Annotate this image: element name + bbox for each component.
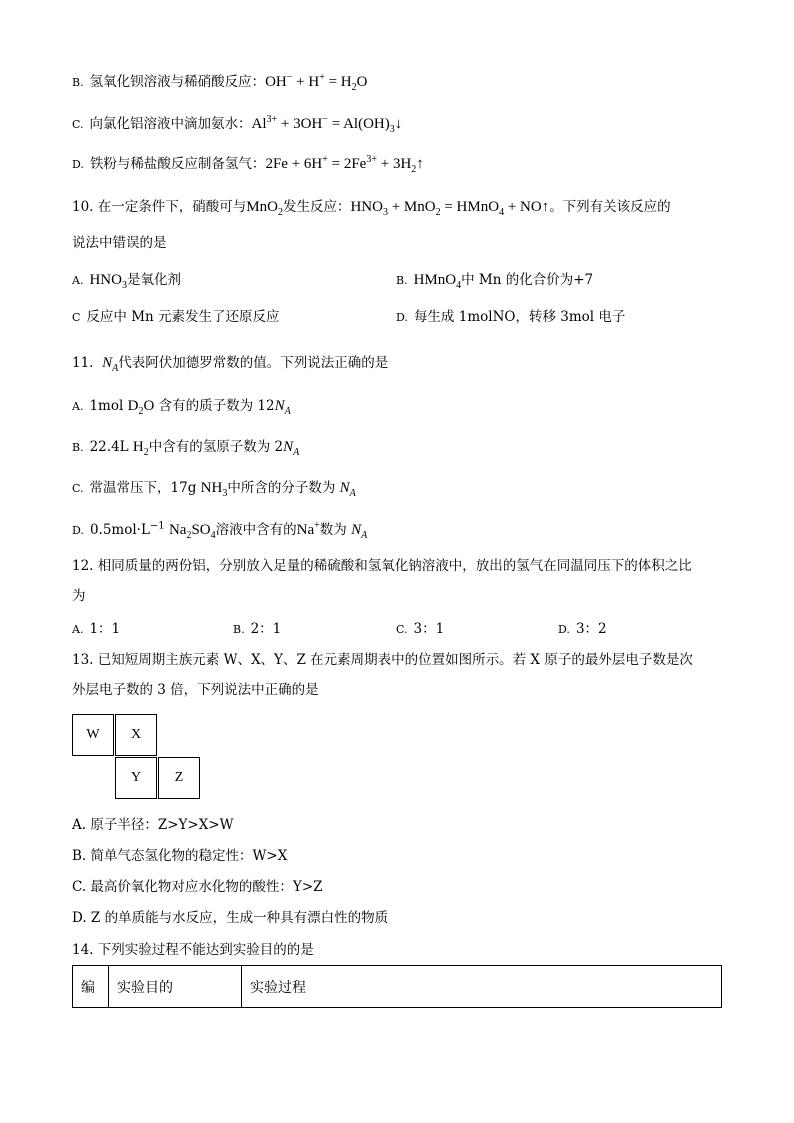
q12-option-d: D. 3：2 (558, 621, 607, 637)
q13-option-c: C. 最高价氧化物对应水化物的酸性：Y>Z (72, 879, 323, 895)
mno2-formula: MnO$_2$ (246, 199, 283, 218)
q9-c-label: C. (72, 118, 84, 131)
q9-b-equation: $OH^- + H^+ = H_2O$ (265, 72, 368, 93)
cell-x: X (115, 714, 157, 756)
q9-b-text: 氢氧化钡溶液与稀硝酸反应： (89, 74, 266, 90)
d2o-formula: $D_2O$ (127, 398, 155, 417)
q9-option-c (72, 114, 402, 135)
q12-number: 12. (72, 558, 94, 574)
q9-c-equation: $Al^{3+} + 3OH^-$ = $Al(OH)_3↓$ (251, 114, 403, 135)
q9-option-d (72, 154, 424, 175)
avogadro-symbol: $N_A$ (102, 355, 119, 374)
na-ion: Na+ (296, 520, 320, 538)
table-header-purpose: 实验目的 (109, 966, 242, 1007)
q10-option-b: B. HMnO$_4$中 Mn 的化合价为+7 (396, 272, 594, 291)
table-header-number: 编 (73, 966, 109, 1007)
q9-d-equation: $2Fe + 6H^+ = 2Fe^{3+}$ + $3H_2↑$ (265, 154, 424, 175)
q11-option-d: D. $0.5mol\cdot L^{-1}$ $Na_2SO_4$溶液中含有的Na+数为 $N_A$ (72, 520, 368, 541)
cell-y: Y (115, 757, 157, 799)
q10-reaction-equation: $HNO_3 + MnO_2$ = HMnO$_4$ + NO↑ (350, 199, 550, 218)
q11-number: 11. (72, 355, 94, 371)
q9-d-label: D. (72, 158, 84, 171)
q14-number: 14. (72, 942, 94, 958)
q9-c-text: 向氯化铝溶液中滴加氨水： (89, 116, 252, 132)
q10-option-c: C 反应中 Mn 元素发生了还原反应 (72, 309, 280, 325)
cell-z: Z (158, 757, 200, 799)
q10-stem: 10. 在一定条件下，硝酸可与MnO$_2$发生反应：$HNO_3 + MnO_2$ = HMnO$_4$ + NO↑。下列有关该反应的 (72, 199, 671, 218)
q11-option-c: C. 常温常压下，17g $NH_3$中所含的分子数为 $N_A$ (72, 480, 356, 499)
q13-stem: 13. 已知短周期主族元素 W、X、Y、Z 在元素周期表中的位置如图所示。若 X 原子的最外层电子数是次 (72, 652, 693, 668)
q12-option-c: C. 3：1 (396, 621, 445, 637)
q11-stem: 11. $N_A$代表阿伏加德罗常数的值。下列说法正确的是 (72, 355, 389, 374)
q13-number: 13. (72, 652, 94, 668)
q10-stem-line2: 说法中错误的是 (72, 235, 167, 251)
hno3-formula: $HNO_3$ (89, 272, 127, 291)
q12-stem-line2: 为 (72, 588, 86, 604)
h2-formula: $H_2$ (132, 439, 149, 458)
q9-option-b (72, 72, 367, 93)
q10-number: 10. (72, 199, 94, 215)
hmno4-formula: HMnO$_4$ (413, 272, 462, 291)
q10-option-a: A. $HNO_3$是氧化剂 (72, 272, 181, 291)
q12-option-a: A. 1：1 (72, 621, 121, 637)
nh3-formula: $NH_3$ (200, 480, 228, 499)
table-header-procedure: 实验过程 (250, 979, 306, 996)
na2so4-formula: $Na_2SO_4$ (168, 522, 216, 541)
q14-stem: 14. 下列实验过程不能达到实验目的的是 (72, 942, 314, 958)
q12-option-b: B. 2：1 (233, 621, 282, 637)
periodic-table-fragment (72, 714, 202, 800)
q13-option-d: D. Z 的单质能与水反应，生成一种具有漂白性的物质 (72, 910, 389, 926)
cell-w: W (72, 714, 114, 756)
q10-option-d: D. 每生成 1molNO，转移 3mol 电子 (396, 309, 626, 325)
q11-option-a: A. 1mol $D_2O$ 含有的质子数为 $12N_A$ (72, 398, 291, 417)
q9-d-text: 铁粉与稀盐酸反应制备氢气： (89, 156, 266, 172)
q13-stem-line2: 外层电子数的 3 倍，下列说法中正确的是 (72, 682, 319, 698)
q13-option-a: A. 原子半径：Z>Y>X>W (72, 817, 234, 833)
q12-stem: 12. 相同质量的两份铝，分别放入足量的稀硫酸和氢氧化钠溶液中，放出的氢气在同温同压下的体积之比 (72, 558, 692, 574)
experiment-table (72, 965, 722, 1008)
q9-b-label: B. (72, 76, 84, 89)
q11-option-b: B. 22.4L $H_2$中含有的氢原子数为 $2N_A$ (72, 439, 300, 458)
q13-option-b: B. 简单气态氢化物的稳定性：W>X (72, 848, 288, 864)
